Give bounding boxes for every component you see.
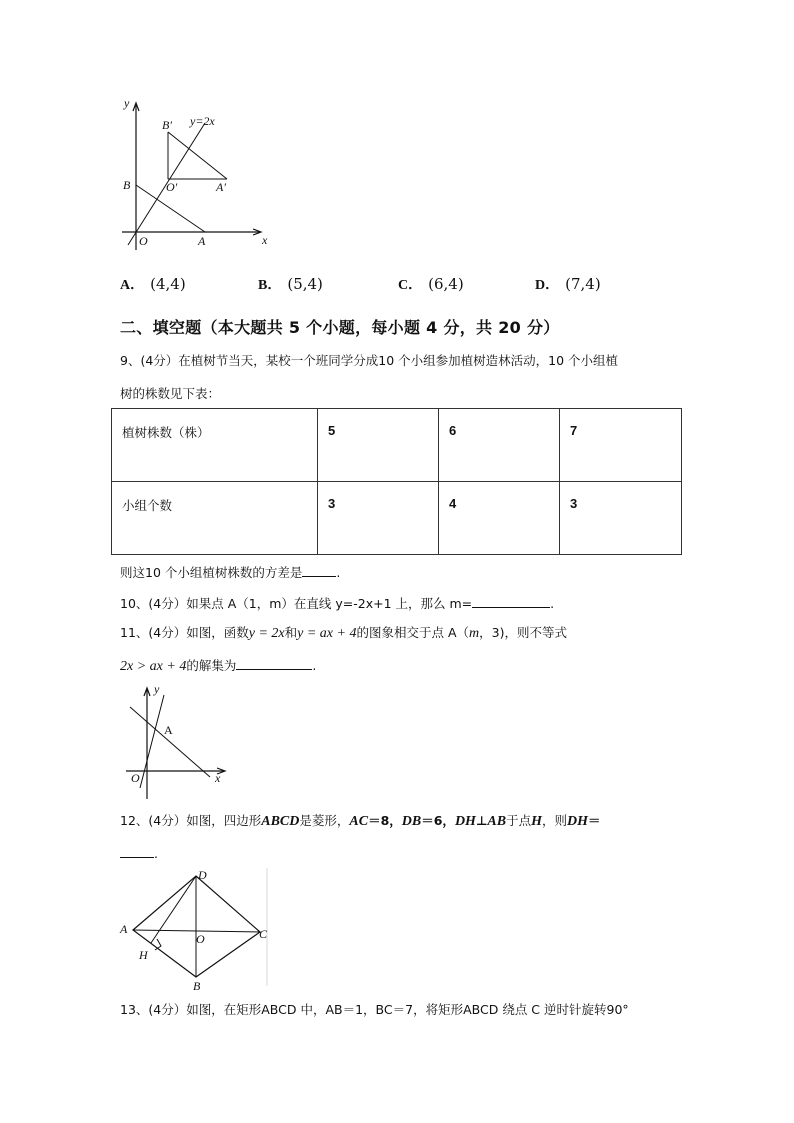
q12-text: ，则 <box>541 813 567 828</box>
label-c: C <box>259 927 268 941</box>
q12-abcd: ABCD <box>261 814 300 829</box>
q9-answer-line <box>120 562 340 583</box>
q11-text: ，3)，则不等式 <box>479 625 567 640</box>
choice-value: (6,4) <box>428 275 464 293</box>
q9-line2: 树的株数见下表： <box>120 386 221 401</box>
q11-m: m <box>469 626 480 641</box>
q11-inequality: 2x > ax + 4 <box>120 659 187 674</box>
label-line: y=2x <box>190 114 215 128</box>
table-cell: 5 <box>318 409 439 482</box>
label-b: B <box>193 979 201 993</box>
q11-period: . <box>312 658 317 673</box>
table-cell: 7 <box>560 409 682 482</box>
choice-label: B． <box>258 278 282 293</box>
label-a: A <box>120 922 128 936</box>
q9-table <box>111 408 682 555</box>
q9-line1: 9、(4分）在植树节当天，某校一个班同学分成10 个小组参加植树造林活动，10 个小组植 <box>120 353 619 368</box>
line-y-ax-4 <box>130 707 210 777</box>
label-y: y <box>124 96 130 110</box>
label-o: O <box>131 771 140 785</box>
table-cell: 6 <box>439 409 560 482</box>
label-b: B <box>123 178 131 192</box>
q11-answer-blank[interactable] <box>236 655 312 670</box>
label-a: A <box>164 723 173 737</box>
q12-line2 <box>120 843 158 864</box>
table-cell: 植树株数（株） <box>112 409 318 482</box>
q12-dh2: DH <box>566 814 588 829</box>
q12-answer-blank[interactable] <box>120 843 154 858</box>
q12-text: 是菱形， <box>299 813 350 828</box>
label-x: x <box>262 233 268 247</box>
choice-b[interactable] <box>258 274 323 294</box>
figure-coordinate-triangle <box>110 95 280 255</box>
choice-label: C． <box>398 278 423 293</box>
table-cell: 4 <box>439 482 560 555</box>
section-title: 二、填空题（本大题共 5 个小题，每小题 4 分，共 20 分） <box>120 318 560 337</box>
choice-label: D． <box>535 278 560 293</box>
q11-line1 <box>120 623 567 644</box>
q9-after-text: 则这10 个小组植树株数的方差是 <box>120 565 303 580</box>
q11-func1: y = 2x <box>248 626 285 641</box>
q11-text: 的图象相交于点 A（ <box>356 625 469 640</box>
segment-a-prime-b-prime <box>168 132 227 179</box>
choice-label: A． <box>120 278 145 293</box>
q12-text: ＝ <box>587 813 601 828</box>
table-cell: 3 <box>318 482 439 555</box>
label-y: y <box>154 683 160 696</box>
q9-answer-blank[interactable] <box>302 562 336 577</box>
q12-text: ＝6， <box>421 813 455 828</box>
label-d: D <box>198 868 207 882</box>
label-o: O <box>139 234 148 248</box>
q12-db: DB <box>401 814 422 829</box>
answer-choices <box>120 274 640 296</box>
figure-q11-graph <box>118 683 230 801</box>
line-y-2x <box>140 695 164 788</box>
q13: 13、(4分）如图，在矩形ABCD 中，AB＝1，BC＝7，将矩形ABCD 绕点 C 逆时针旋转90° <box>120 1002 629 1017</box>
q10-period: . <box>550 596 555 611</box>
table-cell: 3 <box>560 482 682 555</box>
choice-value: (4,4) <box>150 275 186 293</box>
choice-a[interactable] <box>120 274 186 294</box>
q12-text: 12、(4分）如图，四边形 <box>120 813 262 828</box>
q10 <box>120 593 554 614</box>
label-h: H <box>139 948 148 962</box>
q12-h: H <box>531 814 542 829</box>
label-a: A <box>198 234 206 248</box>
q11-func2: y = ax + 4 <box>297 626 357 641</box>
right-angle-mark <box>155 939 161 950</box>
q12-period: . <box>154 846 158 861</box>
choice-value: (5,4) <box>287 275 323 293</box>
q12-text: ＝8， <box>368 813 402 828</box>
q12-text: 于点 <box>506 813 532 828</box>
q10-text: 10、(4分）如果点 A（1，m）在直线 y=-2x+1 上，那么 m= <box>120 596 473 611</box>
table-row <box>112 409 682 482</box>
q9-after-period: . <box>336 565 341 580</box>
choice-c[interactable] <box>398 274 464 294</box>
label-o: O <box>196 932 205 946</box>
choice-d[interactable] <box>535 274 601 294</box>
q12-ab: AB <box>487 814 507 829</box>
q12-perp: ⊥ <box>475 813 488 828</box>
q12-dh: DH <box>454 814 476 829</box>
label-x: x <box>215 771 221 785</box>
q11-line2 <box>120 655 316 677</box>
q11-text: 11、(4分）如图，函数 <box>120 625 249 640</box>
q10-answer-blank[interactable] <box>472 593 550 608</box>
q11-text: 的解集为 <box>186 658 237 673</box>
table-row <box>112 482 682 555</box>
table-cell: 小组个数 <box>112 482 318 555</box>
label-b-prime: B′ <box>162 118 172 132</box>
q12-ac: AC <box>349 814 369 829</box>
figure-q12-rhombus <box>115 866 275 994</box>
choice-value: (7,4) <box>565 275 601 293</box>
q11-text: 和 <box>284 625 298 640</box>
q12-line1 <box>120 811 601 832</box>
label-o-prime: O′ <box>166 180 178 194</box>
label-a-prime: A′ <box>216 180 226 194</box>
